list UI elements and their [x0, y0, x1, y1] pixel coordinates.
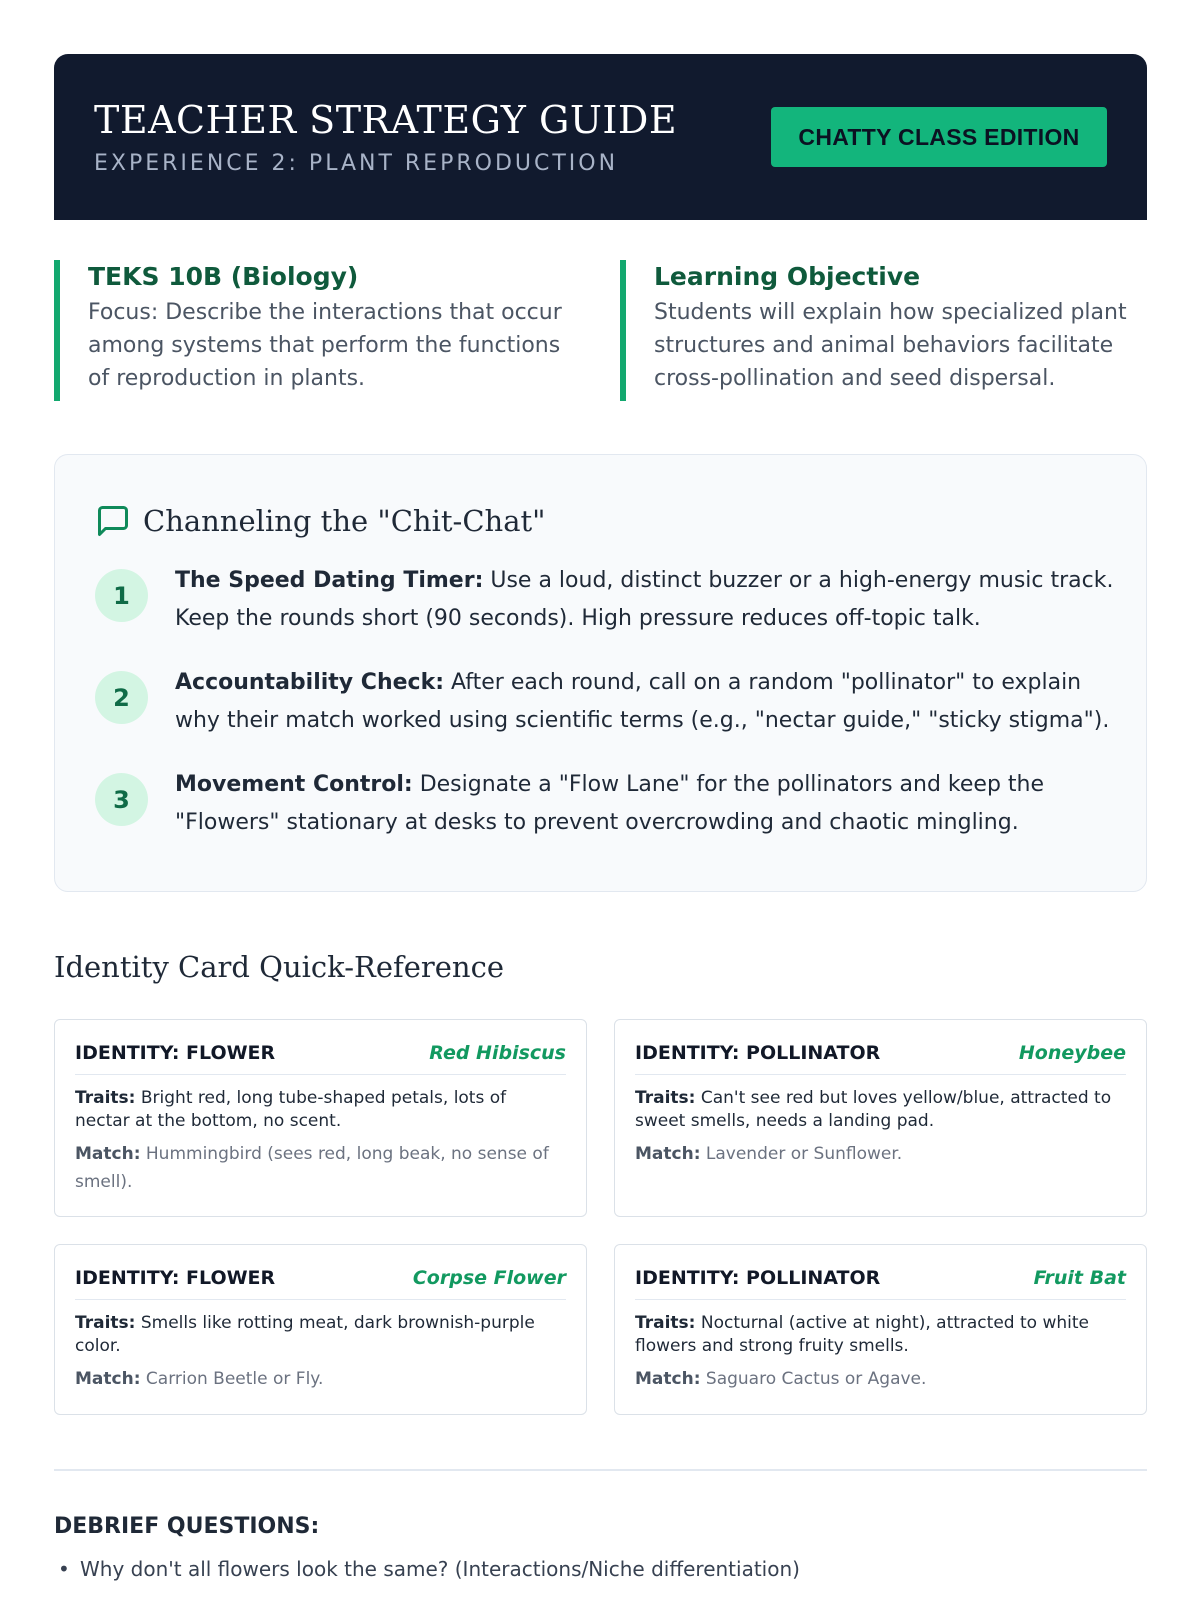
- card-header: [635, 1042, 1126, 1075]
- section-divider: [54, 1469, 1147, 1471]
- card-match: [75, 1365, 566, 1393]
- card-header: [635, 1267, 1126, 1300]
- debrief-question: [54, 1553, 800, 1586]
- edition-badge: CHATTY CLASS EDITION: [771, 107, 1107, 167]
- step-number-badge: 1: [95, 569, 148, 622]
- step-label: Accountability Check:: [175, 670, 444, 695]
- traits-text: Smells like rotting meat, dark brownish-purple color.: [75, 1313, 535, 1356]
- card-kind: IDENTITY: POLLINATOR: [635, 1042, 881, 1064]
- page-title: TEACHER STRATEGY GUIDE: [94, 98, 678, 142]
- card-name: Red Hibiscus: [429, 1042, 566, 1064]
- match-text: Carrion Beetle or Fly.: [140, 1369, 324, 1389]
- traits-label: Traits:: [75, 1313, 136, 1333]
- card-name: Corpse Flower: [412, 1267, 566, 1289]
- step-text: [175, 562, 1115, 638]
- message-square-icon: [95, 503, 131, 539]
- identity-card: [614, 1019, 1147, 1217]
- card-header: [75, 1267, 566, 1300]
- step-label: The Speed Dating Timer:: [175, 568, 484, 593]
- bullet-icon: •: [58, 1557, 70, 1581]
- teks-text: Focus: Describe the interactions that occur among systems that perform the functions of reproduction in plants.: [88, 300, 562, 391]
- objective-text: Students will explain how specialized plant structures and animal behaviors facilitate cross-pollination and seed dispersal.: [654, 300, 1127, 391]
- reference-title: Identity Card Quick-Reference: [54, 950, 504, 984]
- card-match: [75, 1140, 566, 1196]
- card-traits: [635, 1087, 1126, 1133]
- identity-card: [54, 1244, 587, 1415]
- step-description: After each round, call on a random "pollinator" to explain why their match worked using scientific terms (e.g., "nectar guide," "sticky stigma").: [175, 670, 1110, 733]
- match-text: Lavender or Sunflower.: [700, 1144, 903, 1164]
- step-description: Designate a "Flow Lane" for the pollinators and keep the "Flowers" stationary at desks to prevent overcrowding and chaotic mingling.: [175, 772, 1045, 835]
- traits-label: Traits:: [75, 1088, 136, 1108]
- match-label: Match:: [635, 1144, 701, 1164]
- guide-header: [54, 54, 1147, 220]
- chit-chat-heading: [95, 503, 545, 539]
- teks-title: TEKS 10B (Biology): [88, 262, 359, 291]
- card-header: [75, 1042, 566, 1075]
- page-subtitle: EXPERIENCE 2: PLANT REPRODUCTION: [94, 151, 619, 176]
- step-description: Use a loud, distinct buzzer or a high-energy music track. Keep the rounds short (90 seconds). High pressure reduces off-topic talk.: [175, 568, 1114, 631]
- traits-label: Traits:: [635, 1088, 696, 1108]
- step-number-badge: 2: [95, 671, 148, 724]
- card-traits: [75, 1087, 566, 1133]
- card-match: [635, 1140, 1126, 1168]
- step-number-badge: 3: [95, 773, 148, 826]
- traits-text: Can't see red but loves yellow/blue, attracted to sweet smells, needs a landing pad.: [635, 1088, 1112, 1131]
- card-name: Honeybee: [1018, 1042, 1126, 1064]
- step-text: [175, 766, 1115, 842]
- card-traits: [635, 1312, 1126, 1358]
- step-label: Movement Control:: [175, 772, 413, 797]
- card-match: [635, 1365, 1126, 1393]
- match-label: Match:: [635, 1369, 701, 1389]
- chit-chat-title: Channeling the "Chit-Chat": [143, 504, 546, 538]
- traits-text: Nocturnal (active at night), attracted to white flowers and strong fruity smells.: [635, 1313, 1089, 1356]
- debrief-list: [54, 1553, 800, 1586]
- chit-chat-panel: [54, 454, 1147, 892]
- teks-section: [54, 260, 574, 401]
- card-kind: IDENTITY: FLOWER: [75, 1042, 276, 1064]
- debrief-question-text: Why don't all flowers look the same? (Interactions/Niche differentiation): [80, 1557, 800, 1581]
- match-text: Saguaro Cactus or Agave.: [700, 1369, 927, 1389]
- objective-title: Learning Objective: [654, 262, 921, 291]
- card-kind: IDENTITY: POLLINATOR: [635, 1267, 881, 1289]
- traits-label: Traits:: [635, 1313, 696, 1333]
- identity-card: [54, 1019, 587, 1217]
- match-text: Hummingbird (sees red, long beak, no sense of smell).: [75, 1144, 549, 1192]
- debrief-title: DEBRIEF QUESTIONS:: [54, 1514, 320, 1539]
- card-name: Fruit Bat: [1033, 1267, 1126, 1289]
- identity-card: [614, 1244, 1147, 1415]
- card-traits: [75, 1312, 566, 1358]
- match-label: Match:: [75, 1369, 141, 1389]
- objective-section: [620, 260, 1140, 401]
- match-label: Match:: [75, 1144, 141, 1164]
- step-text: [175, 664, 1115, 740]
- traits-text: Bright red, long tube-shaped petals, lots of nectar at the bottom, no scent.: [75, 1088, 507, 1131]
- card-kind: IDENTITY: FLOWER: [75, 1267, 276, 1289]
